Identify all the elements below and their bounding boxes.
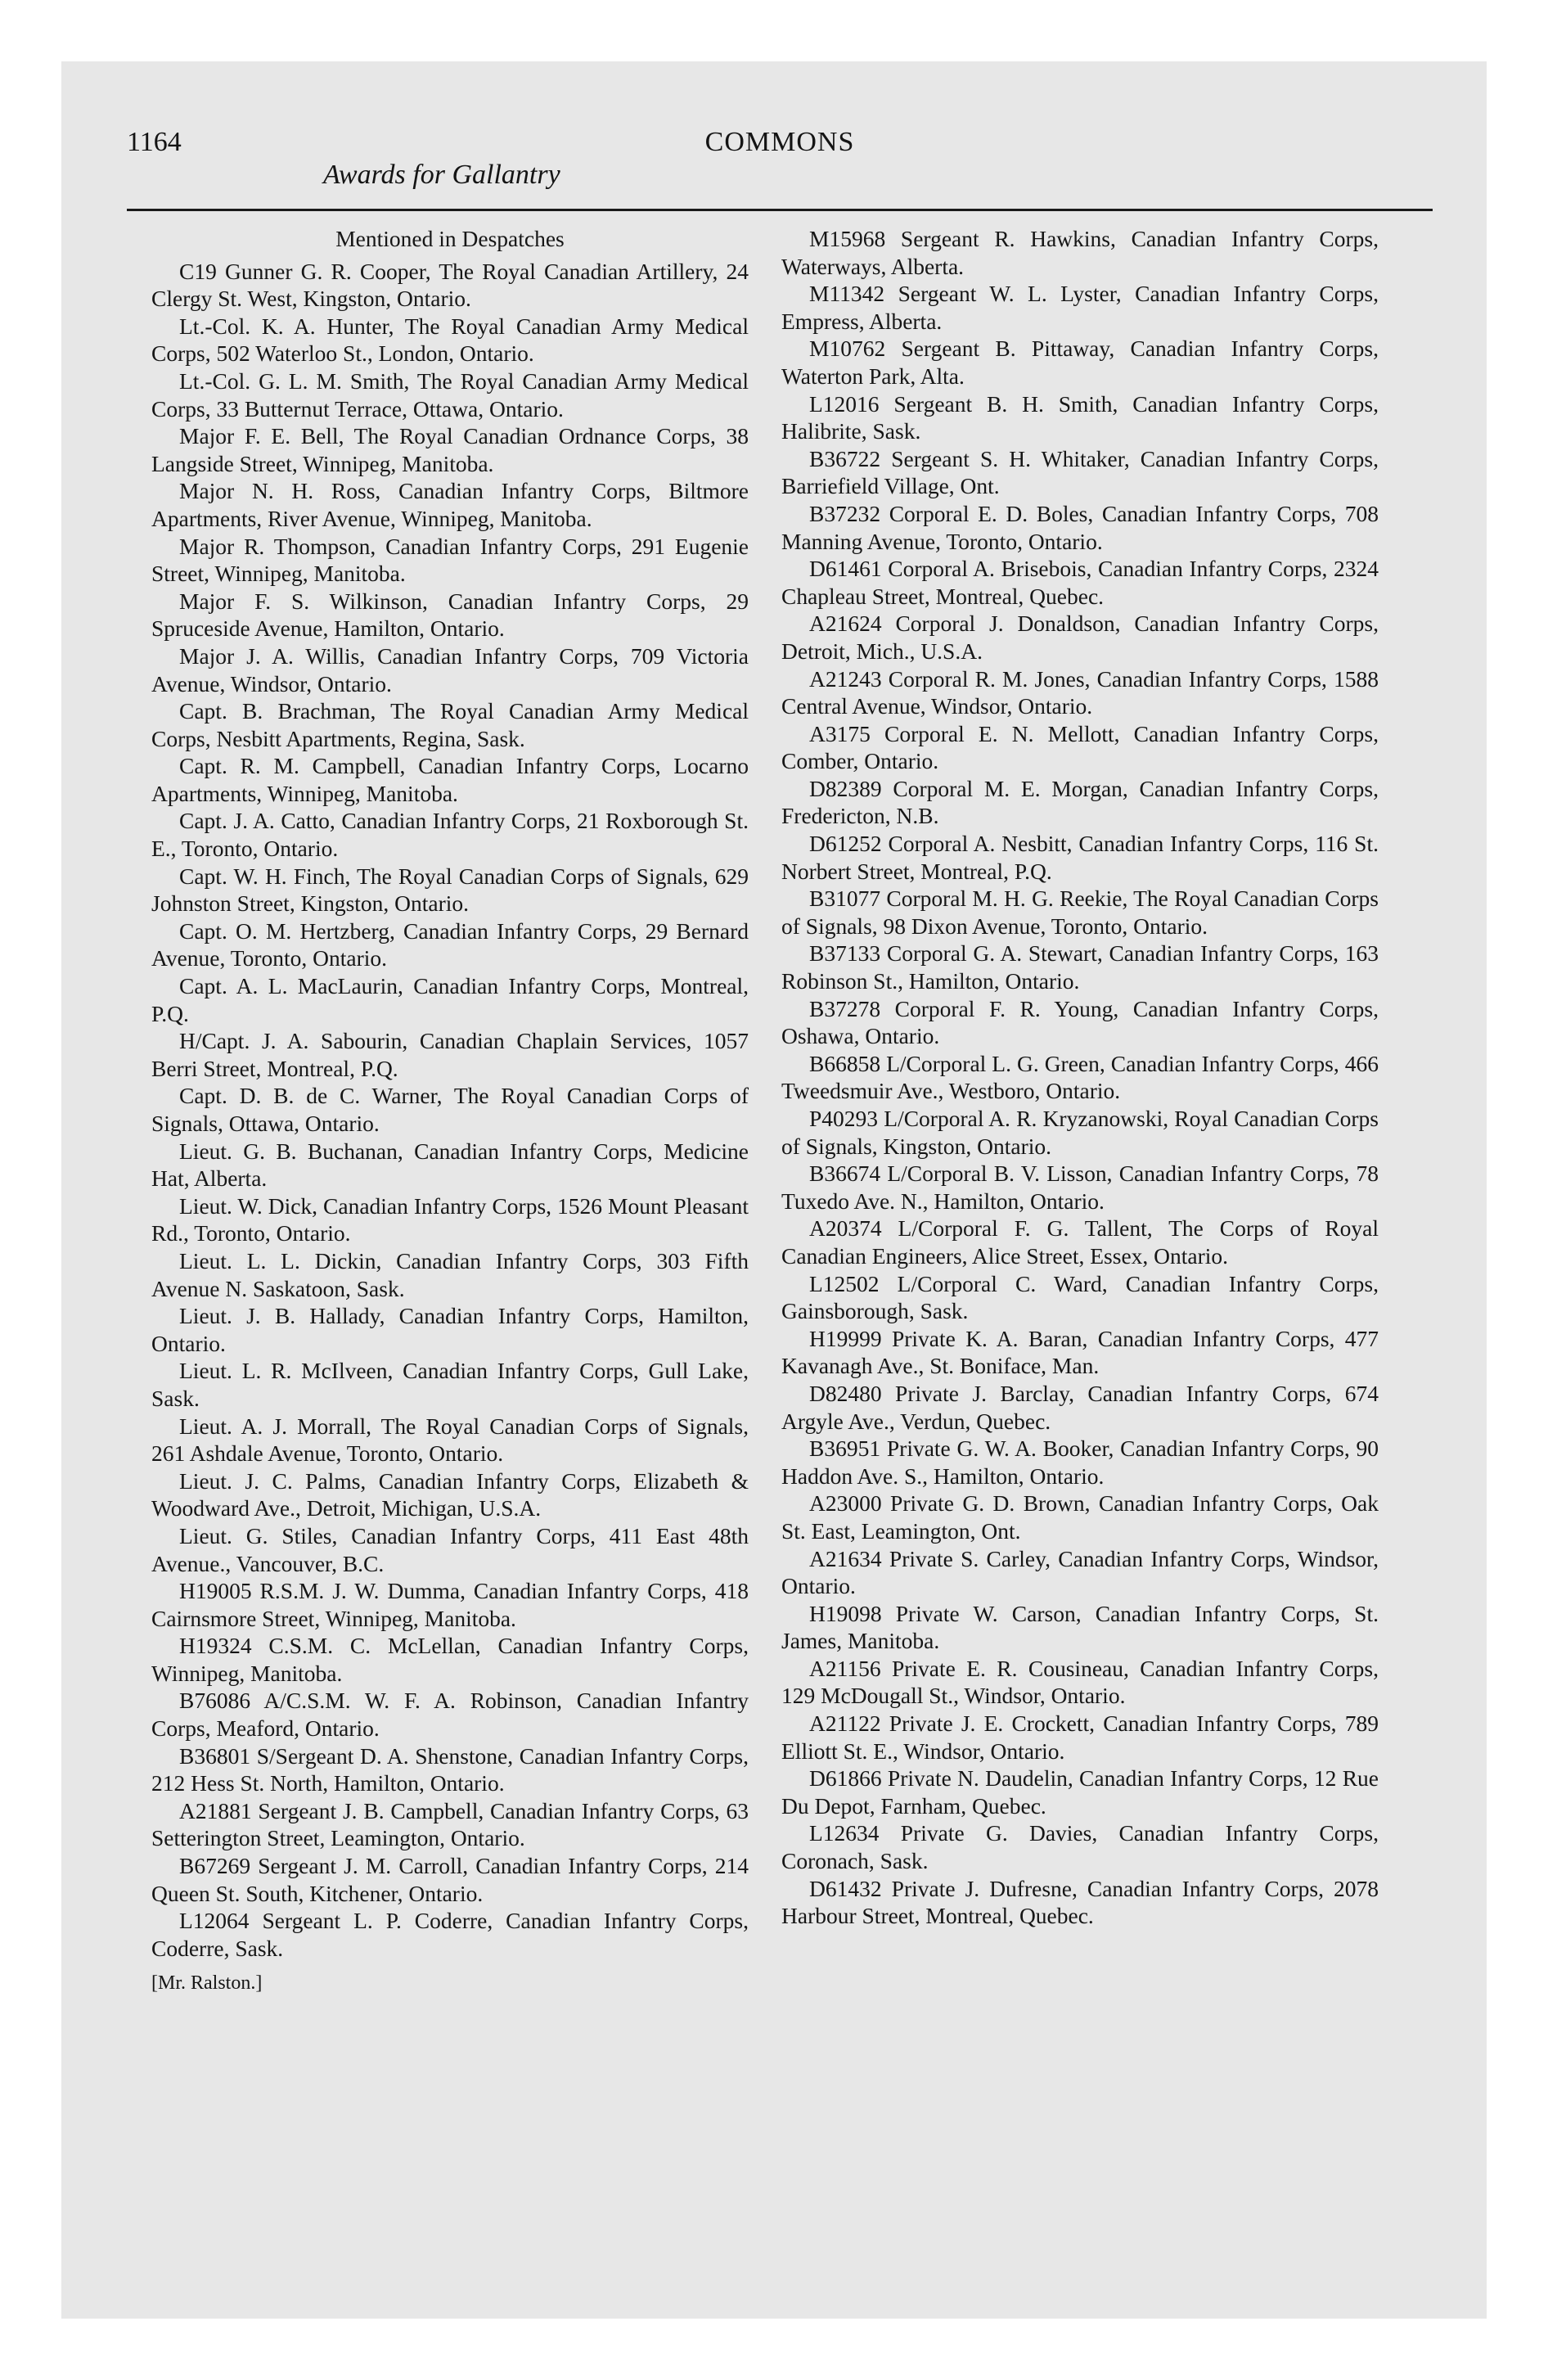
page-header <box>127 127 1433 209</box>
citation-entry: A21243 Corporal R. M. Jones, Canadian Infantry Corps, 1588 Central Avenue, Windsor, Ontario. <box>781 665 1379 719</box>
citation-entry: H19999 Private K. A. Baran, Canadian Infantry Corps, 477 Kavanagh Ave., St. Boniface, Man. <box>781 1325 1379 1379</box>
scanned-page <box>61 61 1487 2319</box>
citation-entry: D61461 Corporal A. Brisebois, Canadian Infantry Corps, 2324 Chapleau Street, Montreal, Quebec. <box>781 556 1379 609</box>
running-title: COMMONS <box>704 127 855 157</box>
citation-entry: B36722 Sergeant S. H. Whitaker, Canadian Infantry Corps, Barriefield Village, Ont. <box>781 445 1379 499</box>
citation-entry: Major R. Thompson, Canadian Infantry Corps, 291 Eugenie Street, Winnipeg, Manitoba. <box>151 533 749 587</box>
citation-entry: D61252 Corporal A. Nesbitt, Canadian Infantry Corps, 116 St. Norbert Street, Montreal, P.Q. <box>781 831 1379 884</box>
citation-entry: A21122 Private J. E. Crockett, Canadian Infantry Corps, 789 Elliott St. E., Windsor, Ontario. <box>781 1711 1379 1764</box>
citation-entry: Capt. A. L. MacLaurin, Canadian Infantry Corps, Montreal, P.Q. <box>151 973 749 1026</box>
citation-entry: B37278 Corporal F. R. Young, Canadian Infantry Corps, Oshawa, Ontario. <box>781 995 1379 1049</box>
citation-entry: A20374 L/Corporal F. G. Tallent, The Corps of Royal Canadian Engineers, Alice Street, Essex, Ontario. <box>781 1215 1379 1269</box>
citation-entry: Capt. R. M. Campbell, Canadian Infantry Corps, Locarno Apartments, Winnipeg, Manitoba. <box>151 753 749 806</box>
page-footer-speaker: [Mr. Ralston.] <box>151 1972 263 1995</box>
citation-entry: Major F. E. Bell, The Royal Canadian Ordnance Corps, 38 Langside Street, Winnipeg, Manitoba. <box>151 423 749 476</box>
citation-entry: Lieut. A. J. Morrall, The Royal Canadian Corps of Signals, 261 Ashdale Avenue, Toronto, Ontario. <box>151 1413 749 1467</box>
citation-entry: D82480 Private J. Barclay, Canadian Infantry Corps, 674 Argyle Ave., Verdun, Quebec. <box>781 1380 1379 1434</box>
citation-entry: L12502 L/Corporal C. Ward, Canadian Infantry Corps, Gainsborough, Sask. <box>781 1270 1379 1324</box>
citation-entry: B36674 L/Corporal B. V. Lisson, Canadian Infantry Corps, 78 Tuxedo Ave. N., Hamilton, Ontario. <box>781 1161 1379 1214</box>
citation-entry: B67269 Sergeant J. M. Carroll, Canadian Infantry Corps, 214 Queen St. South, Kitchener, Ontario. <box>151 1853 749 1906</box>
citation-entry: Lieut. G. B. Buchanan, Canadian Infantry Corps, Medicine Hat, Alberta. <box>151 1138 749 1192</box>
citation-entry: B36951 Private G. W. A. Booker, Canadian Infantry Corps, 90 Haddon Ave. S., Hamilton, Ontario. <box>781 1436 1379 1489</box>
citation-entry: B36801 S/Sergeant D. A. Shenstone, Canadian Infantry Corps, 212 Hess St. North, Hamilton, Ontario. <box>151 1742 749 1796</box>
citation-entry: A23000 Private G. D. Brown, Canadian Infantry Corps, Oak St. East, Leamington, Ont. <box>781 1490 1379 1544</box>
citation-entry: B37133 Corporal G. A. Stewart, Canadian Infantry Corps, 163 Robinson St., Hamilton, Ontario. <box>781 940 1379 994</box>
citation-entry: H19005 R.S.M. J. W. Dumma, Canadian Infantry Corps, 418 Cairnsmore Street, Winnipeg, Manitoba. <box>151 1578 749 1631</box>
citation-entry: A21881 Sergeant J. B. Campbell, Canadian Infantry Corps, 63 Setterington Street, Leamington, Ontario. <box>151 1797 749 1851</box>
citation-entry: B37232 Corporal E. D. Boles, Canadian Infantry Corps, 708 Manning Avenue, Toronto, Ontario. <box>781 500 1379 554</box>
column-heading: Mentioned in Despatches <box>335 226 565 251</box>
citation-entry: Capt. B. Brachman, The Royal Canadian Army Medical Corps, Nesbitt Apartments, Regina, Sask. <box>151 698 749 751</box>
citation-entry: Major F. S. Wilkinson, Canadian Infantry Corps, 29 Spruceside Avenue, Hamilton, Ontario. <box>151 588 749 642</box>
citation-entry: D61866 Private N. Daudelin, Canadian Infantry Corps, 12 Rue Du Depot, Farnham, Quebec. <box>781 1765 1379 1819</box>
citation-entry: B31077 Corporal M. H. G. Reekie, The Royal Canadian Corps of Signals, 98 Dixon Avenue, Toronto, Ontario. <box>781 886 1379 939</box>
citation-entry: Lieut. G. Stiles, Canadian Infantry Corps, 411 East 48th Avenue., Vancouver, B.C. <box>151 1522 749 1576</box>
citation-entry: M11342 Sergeant W. L. Lyster, Canadian Infantry Corps, Empress, Alberta. <box>781 281 1379 334</box>
page-number: 1164 <box>127 127 182 157</box>
citation-entry: B66858 L/Corporal L. G. Green, Canadian Infantry Corps, 466 Tweedsmuir Ave., Westboro, Ontario. <box>781 1050 1379 1104</box>
citation-entry: L12634 Private G. Davies, Canadian Infantry Corps, Coronach, Sask. <box>781 1820 1379 1874</box>
right-column <box>781 225 1379 1930</box>
citation-entry: H/Capt. J. A. Sabourin, Canadian Chaplain Services, 1057 Berri Street, Montreal, P.Q. <box>151 1028 749 1081</box>
citation-entry: D82389 Corporal M. E. Morgan, Canadian Infantry Corps, Fredericton, N.B. <box>781 775 1379 829</box>
citation-entry: C19 Gunner G. R. Cooper, The Royal Canadian Artillery, 24 Clergy St. West, Kingston, Ontario. <box>151 258 749 312</box>
citation-entry: Capt. D. B. de C. Warner, The Royal Canadian Corps of Signals, Ottawa, Ontario. <box>151 1083 749 1136</box>
citation-entry: A21634 Private S. Carley, Canadian Infantry Corps, Windsor, Ontario. <box>781 1545 1379 1599</box>
citation-entry: A3175 Corporal E. N. Mellott, Canadian Infantry Corps, Comber, Ontario. <box>781 720 1379 774</box>
citation-entry: Lt.-Col. K. A. Hunter, The Royal Canadian Army Medical Corps, 502 Waterloo St., London, Ontario. <box>151 313 749 367</box>
left-column <box>151 225 749 1998</box>
citation-entry: Lieut. L. L. Dickin, Canadian Infantry Corps, 303 Fifth Avenue N. Saskatoon, Sask. <box>151 1247 749 1301</box>
citation-entry: L12064 Sergeant L. P. Coderre, Canadian Infantry Corps, Coderre, Sask. <box>151 1908 749 1961</box>
citation-entry: Major J. A. Willis, Canadian Infantry Corps, 709 Victoria Avenue, Windsor, Ontario. <box>151 642 749 696</box>
citation-entry: Lieut. W. Dick, Canadian Infantry Corps, 1526 Mount Pleasant Rd., Toronto, Ontario. <box>151 1192 749 1246</box>
citation-entry: Capt. W. H. Finch, The Royal Canadian Corps of Signals, 629 Johnston Street, Kingston, Ontario. <box>151 863 749 917</box>
citation-entry: Lieut. L. R. McIlveen, Canadian Infantry Corps, Gull Lake, Sask. <box>151 1358 749 1411</box>
citation-entry: H19098 Private W. Carson, Canadian Infantry Corps, St. James, Manitoba. <box>781 1600 1379 1654</box>
citation-entry: Lieut. J. B. Hallady, Canadian Infantry Corps, Hamilton, Ontario. <box>151 1303 749 1356</box>
citation-entry: Capt. O. M. Hertzberg, Canadian Infantry Corps, 29 Bernard Avenue, Toronto, Ontario. <box>151 917 749 971</box>
citation-entry: H19324 C.S.M. C. McLellan, Canadian Infantry Corps, Winnipeg, Manitoba. <box>151 1633 749 1686</box>
citation-entry: P40293 L/Corporal A. R. Kryzanowski, Royal Canadian Corps of Signals, Kingston, Ontario. <box>781 1106 1379 1159</box>
citation-entry: Major N. H. Ross, Canadian Infantry Corps, Biltmore Apartments, River Avenue, Winnipeg, Manitoba. <box>151 478 749 531</box>
citation-entry: A21624 Corporal J. Donaldson, Canadian Infantry Corps, Detroit, Mich., U.S.A. <box>781 611 1379 664</box>
section-title: Awards for Gallantry <box>323 160 560 190</box>
citation-entry: M15968 Sergeant R. Hawkins, Canadian Infantry Corps, Waterways, Alberta. <box>781 226 1379 279</box>
citation-entry: Lieut. J. C. Palms, Canadian Infantry Corps, Elizabeth & Woodward Ave., Detroit, Michigan, U.S.A. <box>151 1467 749 1521</box>
citation-entry: M10762 Sergeant B. Pittaway, Canadian Infantry Corps, Waterton Park, Alta. <box>781 336 1379 389</box>
citation-entry: Lt.-Col. G. L. M. Smith, The Royal Canadian Army Medical Corps, 33 Butternut Terrace, Ottawa, Ontario. <box>151 367 749 421</box>
citation-entry: Capt. J. A. Catto, Canadian Infantry Corps, 21 Roxborough St. E., Toronto, Ontario. <box>151 808 749 862</box>
citation-entry: L12016 Sergeant B. H. Smith, Canadian Infantry Corps, Halibrite, Sask. <box>781 390 1379 444</box>
header-rule <box>127 209 1433 211</box>
citation-entry: D61432 Private J. Dufresne, Canadian Infantry Corps, 2078 Harbour Street, Montreal, Quebec. <box>781 1875 1379 1929</box>
citation-entry: A21156 Private E. R. Cousineau, Canadian Infantry Corps, 129 McDougall St., Windsor, Ontario. <box>781 1655 1379 1709</box>
citation-entry: B76086 A/C.S.M. W. F. A. Robinson, Canadian Infantry Corps, Meaford, Ontario. <box>151 1688 749 1742</box>
